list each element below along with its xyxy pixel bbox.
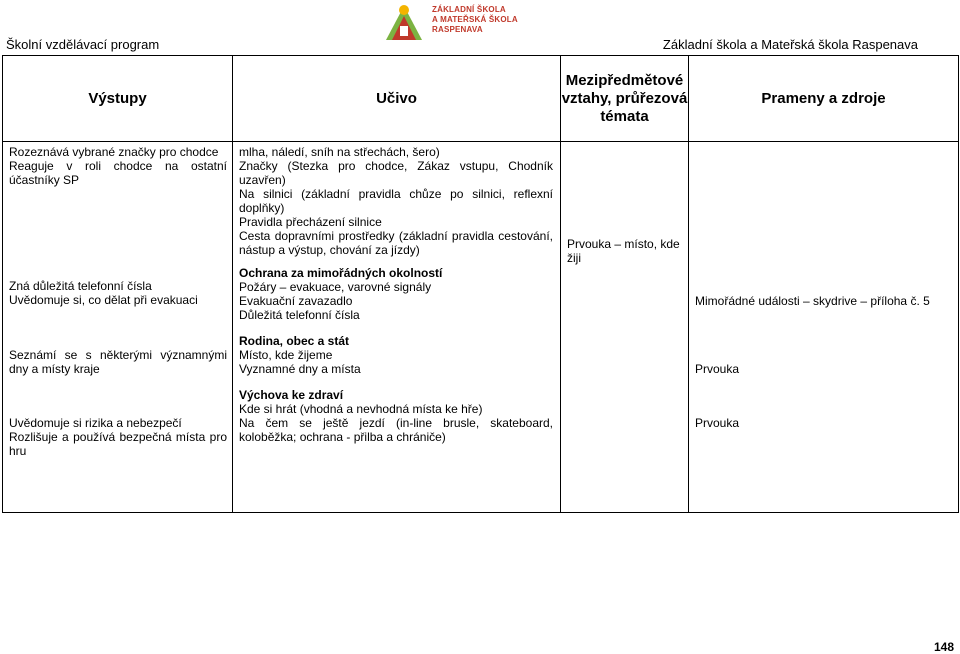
vystupy-block-4: Uvědomuje si rizika a nebezpečí Rozlišuje a používá bezpečná místa pro hru bbox=[9, 416, 227, 458]
table-header-row bbox=[3, 56, 959, 142]
table-body-row bbox=[3, 142, 959, 513]
header-left: Školní vzdělávací program bbox=[6, 37, 160, 52]
ucivo-block-1: mlha, náledí, sníh na střechách, šero) Značky (Stezka pro chodce, Zákaz vstupu, Chodník uzavřen) Na silnici (základní pravidla chůze po silnici, reflexní doplňky) Pravidla přecházení silnice Cesta dopravními prostředky (základní pravidla cestování, nástup a výstup, chování za jízdy) bbox=[239, 145, 553, 257]
col-header-prameny: Prameny a zdroje bbox=[689, 56, 959, 142]
ucivo-block-4: Výchova ke zdraví Kde si hrát (vhodná a nevhodná místa ke hře) Na čem se ještě jezdí (in-line brusle, skateboard, koloběžka; ochrana - přilba a chrániče) bbox=[239, 388, 553, 444]
col-prameny bbox=[689, 142, 959, 513]
ucivo-block-3: Rodina, obec a stát Místo, kde žijeme Vyznamné dny a místa bbox=[239, 334, 361, 376]
col-ucivo bbox=[233, 142, 561, 513]
prameny-block-4: Prvouka bbox=[695, 416, 740, 430]
mezi-block-1: Prvouka – místo, kde žiji bbox=[567, 237, 680, 265]
vystupy-block-3: Seznámí se s některými významnými dny a místy kraje bbox=[9, 348, 227, 376]
page-number: 148 bbox=[933, 640, 954, 654]
col-vystupy bbox=[3, 142, 233, 513]
school-logo bbox=[382, 2, 522, 44]
col-mezi bbox=[561, 142, 689, 513]
school-logo-icon bbox=[382, 2, 428, 44]
vystupy-block-1: Rozeznává vybrané značky pro chodce Reaguje v roli chodce na ostatní účastníky SP bbox=[9, 145, 227, 187]
col-header-mezi: Mezipředmětové vztahy, průřezová témata bbox=[561, 56, 689, 142]
col-header-ucivo: Učivo bbox=[233, 56, 561, 142]
header-right: Základní škola a Mateřská škola Raspenava bbox=[662, 37, 918, 52]
vystupy-block-2: Zná důležitá telefonní čísla Uvědomuje si, co dělat při evakuaci bbox=[9, 279, 198, 307]
ucivo-block-2: Ochrana za mimořádných okolností Požáry – evakuace, varovné signály Evakuační zavazadlo Důležitá telefonní čísla bbox=[239, 266, 443, 322]
col-header-vystupy: Výstupy bbox=[3, 56, 233, 142]
prameny-block-3: Prvouka bbox=[695, 362, 740, 376]
prameny-block-2: Mimořádné události – skydrive – příloha č. 5 bbox=[695, 294, 930, 308]
logo-text: ZÁKLADNÍ ŠKOLA A MATEŘSKÁ ŠKOLA RASPENAVA bbox=[432, 5, 518, 34]
curriculum-table bbox=[2, 55, 959, 513]
